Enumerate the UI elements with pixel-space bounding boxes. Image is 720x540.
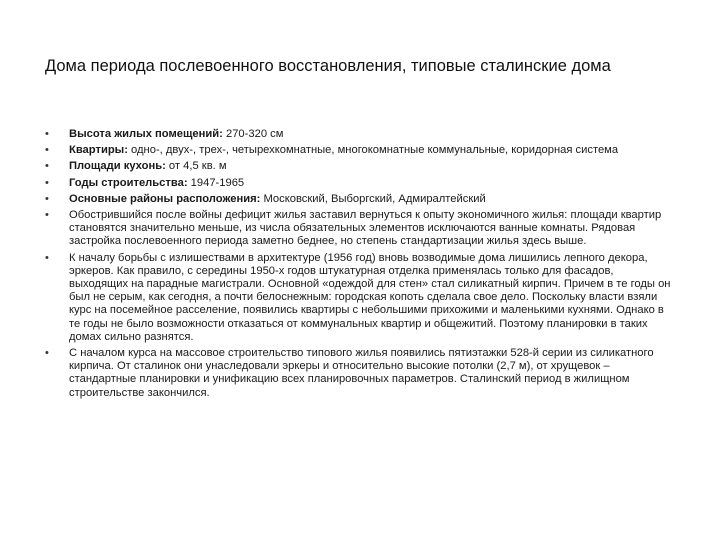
list-item [45, 160, 675, 173]
bullet-list [45, 128, 675, 403]
item-text: 1947-1965 [187, 176, 245, 189]
item-text: С началом курса на массовое строительство типового жилья появились пятиэтажки 528-й серии из силикатного кирпича. От сталинок они унаследовали эркеры и относительно высокие потолки (2,7 м), от хрущевок – стандартные планировки и унификацию всех планировочных параметров. Сталинский период в жилищном строительстве закончился. [69, 347, 654, 399]
item-term: Квартиры: [69, 144, 128, 157]
bullet-icon: • [45, 144, 49, 157]
list-item [45, 252, 675, 344]
list-item [45, 177, 675, 190]
item-text: Московский, Выборгский, Адмиралтейский [260, 192, 486, 205]
list-item [45, 128, 675, 141]
bullet-icon: • [45, 209, 49, 222]
bullet-icon: • [45, 192, 49, 205]
item-term: Высота жилых помещений: [69, 128, 223, 140]
slide-title: Дома периода послевоенного восстановления, типовые сталинские дома [45, 57, 611, 75]
bullet-icon: • [45, 251, 49, 264]
item-text: 270-320 см [222, 128, 284, 140]
bullet-icon: • [45, 347, 49, 360]
item-text: от 4,5 кв. м [165, 160, 227, 173]
list-item [45, 209, 675, 249]
bullet-icon: • [45, 160, 49, 173]
list-item [45, 347, 675, 400]
item-term: Площади кухонь: [69, 160, 166, 173]
bullet-icon: • [45, 128, 49, 140]
bullet-icon: • [45, 176, 49, 189]
item-text: одно-, двух-, трех-, четырехкомнатные, многокомнатные коммунальные, коридорная система [127, 144, 619, 157]
list-item [45, 144, 675, 157]
item-term: Годы строительства: [69, 176, 188, 189]
item-term: Основные районы расположения: [69, 192, 261, 205]
item-text: К началу борьбы с излишествами в архитектуре (1956 год) вновь возводимые дома лишились лепного декора, эркеров. Как правило, с середины 1950-х годов штукатурная отделка применялась только для фасадов, выходящих на парадные магистрали. Основной «одеждой для стен» стал силикатный кирпич. Причем в те годы он был не серым, как сегодня, а почти белоснежным: городская копоть сделала свое дело. Поскольку власти взяли курс на посемейное расселение, появились квартиры с небольшими прихожими и маленькими кухнями. Однако в те годы не было возможности отказаться от коммунальных квартир и общежитий. Поэтому планировки в таких домах сильно разнятся. [69, 251, 671, 343]
list-item [45, 193, 675, 206]
item-text: Обострившийся после войны дефицит жилья заставил вернуться к опыту экономичного жилья: площади квартир становятся значительно меньше, из числа обязательных элементов исключаются ванные комнаты. Рядовая застройка послевоенного периода заметно беднее, но степень стандартизации жилья здесь выше. [69, 209, 662, 248]
